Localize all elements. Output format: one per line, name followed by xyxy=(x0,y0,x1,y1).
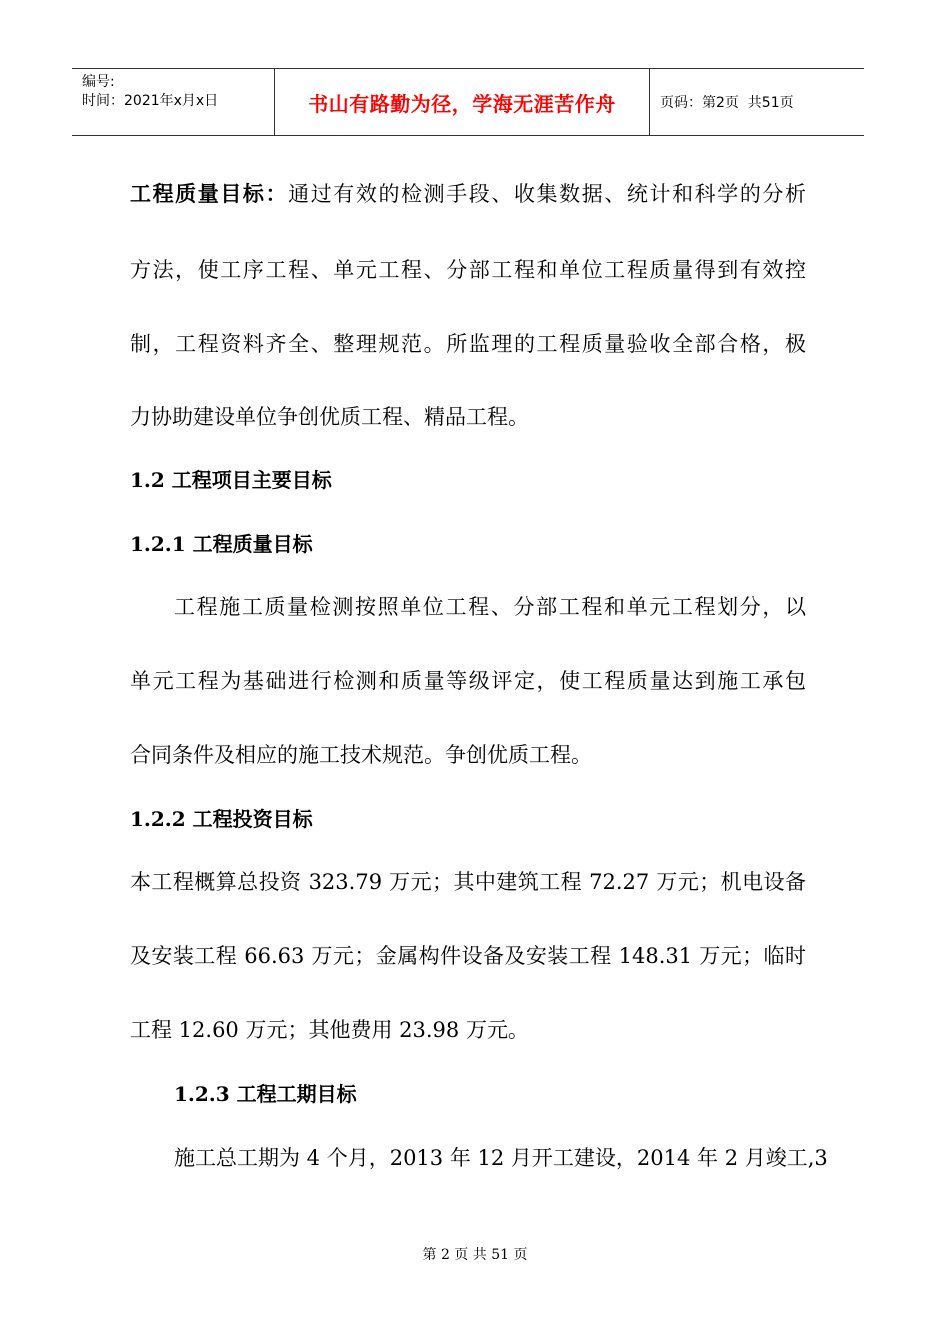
section-heading: 1.2 工程项目主要目标 xyxy=(130,468,332,492)
paragraph-line: 方法，使工序工程、单元工程、分部工程和单位工程质量得到有效控 xyxy=(130,258,806,282)
header-meta xyxy=(72,69,274,135)
paragraph-line: 合同条件及相应的施工技术规范。争创优质工程。 xyxy=(130,743,592,767)
document-time-label: 时间：2021年x月x日 xyxy=(82,93,219,109)
header-page-cell xyxy=(650,69,864,135)
paragraph-line: 施工总工期为 4 个月，2013 年 12 月开工建设，2014 年 2 月竣工,3 xyxy=(174,1146,828,1170)
page-header xyxy=(72,68,864,136)
paragraph-line: 工程施工质量检测按照单位工程、分部工程和单元工程划分，以 xyxy=(174,595,806,619)
page-footer: 第 2 页 共 51 页 xyxy=(422,1247,528,1263)
subsection-heading: 1.2.1 工程质量目标 xyxy=(130,532,313,556)
subsection-heading: 1.2.3 工程工期目标 xyxy=(174,1082,357,1106)
paragraph-line xyxy=(130,180,806,208)
header-page-info: 页码：第2页 共51页 xyxy=(660,95,794,111)
paragraph-line: 单元工程为基础进行检测和质量等级评定，使工程质量达到施工承包 xyxy=(130,669,806,693)
paragraph-line: 及安装工程 66.63 万元；金属构件设备及安装工程 148.31 万元；临时 xyxy=(130,944,806,968)
document-number-label: 编号: xyxy=(82,74,115,90)
paragraph-line: 工程 12.60 万元；其他费用 23.98 万元。 xyxy=(130,1018,529,1042)
quality-goal-label: 工程质量目标： xyxy=(130,181,289,206)
paragraph-line: 本工程概算总投资 323.79 万元；其中建筑工程 72.27 万元；机电设备 xyxy=(130,870,806,894)
paragraph-line: 力协助建设单位争创优质工程、精品工程。 xyxy=(130,405,529,429)
paragraph-text: 通过有效的检测手段、收集数据、统计和科学的分析 xyxy=(288,182,807,206)
paragraph-line: 制，工程资料齐全、整理规范。所监理的工程质量验收全部合格，极 xyxy=(130,332,806,356)
header-motto-cell xyxy=(274,69,650,135)
subsection-heading: 1.2.2 工程投资目标 xyxy=(130,807,313,831)
header-motto: 书山有路勤为径，学海无涯苦作舟 xyxy=(308,91,616,116)
